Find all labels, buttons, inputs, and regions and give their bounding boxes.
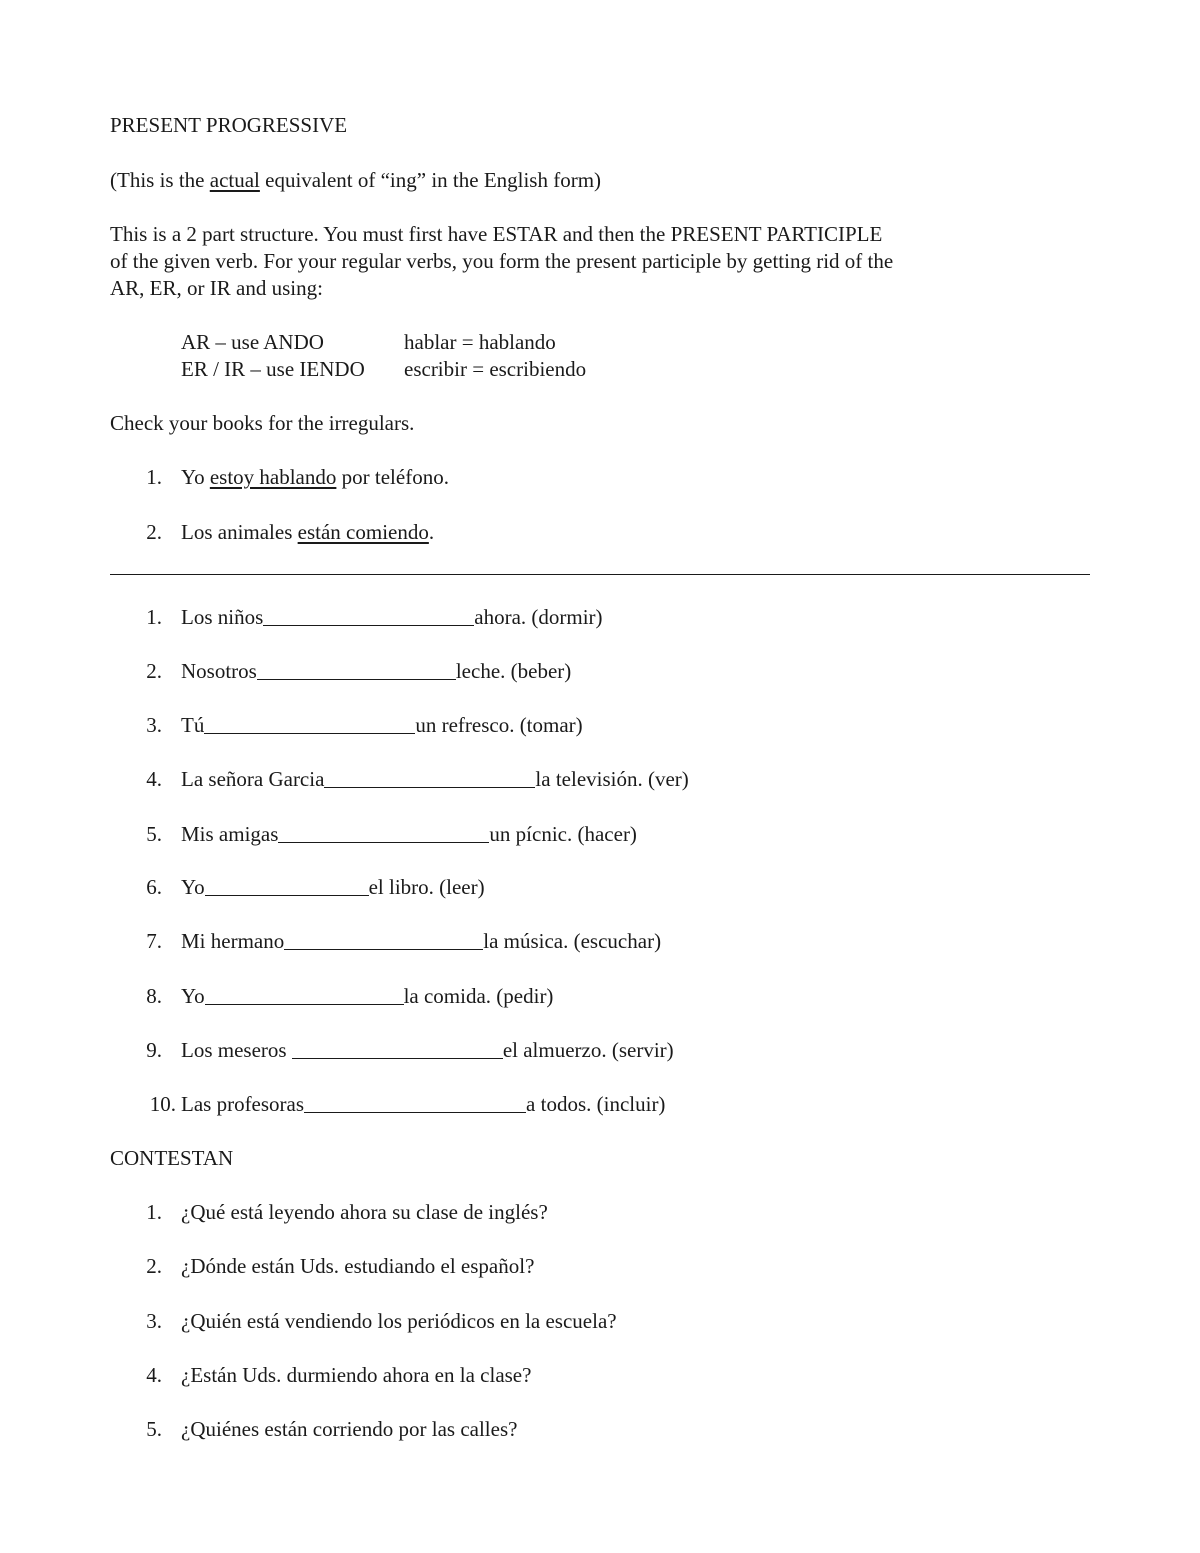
question-text: ¿Quiénes están corriendo por las calles? [181,1417,518,1441]
page-title: PRESENT PROGRESSIVE [110,113,348,137]
exercise-item [181,874,485,900]
exercise-pre: Mi hermano [181,929,285,953]
exercise-number: 1. [146,605,162,629]
exercise-pre: Los niños [181,605,264,629]
intro-line: of the given verb. For your regular verbs, you form the present participle by getting rid of the [110,249,894,273]
exercise-number: 6. [146,875,162,899]
question-number: 1. [146,1200,162,1224]
subtitle-underlined: actual [209,168,260,192]
question-text: ¿Dónde están Uds. estudiando el español? [181,1254,535,1278]
rule-ending: ER / IR – use IENDO [181,357,365,381]
intro-line: AR, ER, or IR and using: [110,276,323,300]
exercise-post: leche. (beber) [455,659,572,683]
answer-blank[interactable] [263,605,474,626]
intro-line: This is a 2 part structure. You must first have ESTAR and then the PRESENT PARTICIPLE [110,222,883,246]
exercise-pre: Yo [181,875,205,899]
question-number: 5. [146,1417,162,1441]
exercise-number: 8. [146,984,162,1008]
subtitle [110,167,601,193]
exercise-pre: Yo [181,984,205,1008]
question-text: ¿Quién está vendiendo los periódicos en la escuela? [181,1309,617,1333]
question-number: 2. [146,1254,162,1278]
exercise-item [181,766,689,792]
exercise-pre: Tú [181,713,205,737]
exercise-item [181,658,571,684]
exercise-item [181,604,603,630]
answer-blank[interactable] [304,1092,526,1113]
rule-example: hablar = hablando [404,330,556,354]
answer-blank[interactable] [292,1038,503,1059]
question-number: 4. [146,1363,162,1387]
example-underlined: estoy hablando [209,465,337,489]
exercise-post: la televisión. (ver) [535,767,689,791]
exercise-post: a todos. (incluir) [526,1092,666,1116]
answer-blank[interactable] [284,929,483,950]
example-number: 1. [146,465,162,489]
exercise-post: el libro. (leer) [368,875,485,899]
divider [110,574,1090,575]
subtitle-post: equivalent of “ing” in the English form) [259,168,602,192]
answer-blank[interactable] [205,875,369,896]
example-post: por teléfono. [336,465,449,489]
exercise-pre: La señora Garcia [181,767,325,791]
exercise-item [181,712,583,738]
example-pre: Los animales [181,520,298,544]
subtitle-pre: (This is the [110,168,210,192]
check-note: Check your books for the irregulars. [110,411,415,435]
answer-blank[interactable] [205,984,404,1005]
exercise-number: 7. [146,929,162,953]
answer-blank[interactable] [257,659,456,680]
exercise-number: 9. [146,1038,162,1062]
exercise-pre: Los meseros [181,1038,292,1062]
exercise-number: 4. [146,767,162,791]
example-number: 2. [146,520,162,544]
exercise-item [181,821,637,847]
example-post: . [428,520,435,544]
exercise-item [181,983,553,1009]
exercise-post: la comida. (pedir) [403,984,554,1008]
question-text: ¿Están Uds. durmiendo ahora en la clase? [181,1363,532,1387]
answer-blank[interactable] [204,713,415,734]
rule-example: escribir = escribiendo [404,357,587,381]
exercise-post: el almuerzo. (servir) [502,1038,674,1062]
exercise-post: la música. (escuchar) [483,929,662,953]
example-sentence [181,519,434,545]
exercise-number: 2. [146,659,162,683]
exercise-number: 5. [146,822,162,846]
exercise-number: 10. [149,1092,176,1116]
exercise-pre: Las profesoras [181,1092,305,1116]
exercise-pre: Mis amigas [181,822,279,846]
exercise-post: ahora. (dormir) [474,605,603,629]
contestan-heading: CONTESTAN [110,1146,234,1170]
exercise-item [181,1091,665,1117]
answer-blank[interactable] [278,822,489,843]
question-number: 3. [146,1309,162,1333]
answer-blank[interactable] [324,767,535,788]
exercise-item [181,928,661,954]
question-text: ¿Qué está leyendo ahora su clase de inglés? [181,1200,548,1224]
example-sentence [181,464,449,490]
exercise-pre: Nosotros [181,659,257,683]
exercise-item [181,1037,674,1063]
rule-ending: AR – use ANDO [181,330,324,354]
exercise-post: un pícnic. (hacer) [489,822,637,846]
exercise-post: un refresco. (tomar) [415,713,583,737]
exercise-number: 3. [146,713,162,737]
example-underlined: están comiendo [297,520,429,544]
example-pre: Yo [181,465,210,489]
